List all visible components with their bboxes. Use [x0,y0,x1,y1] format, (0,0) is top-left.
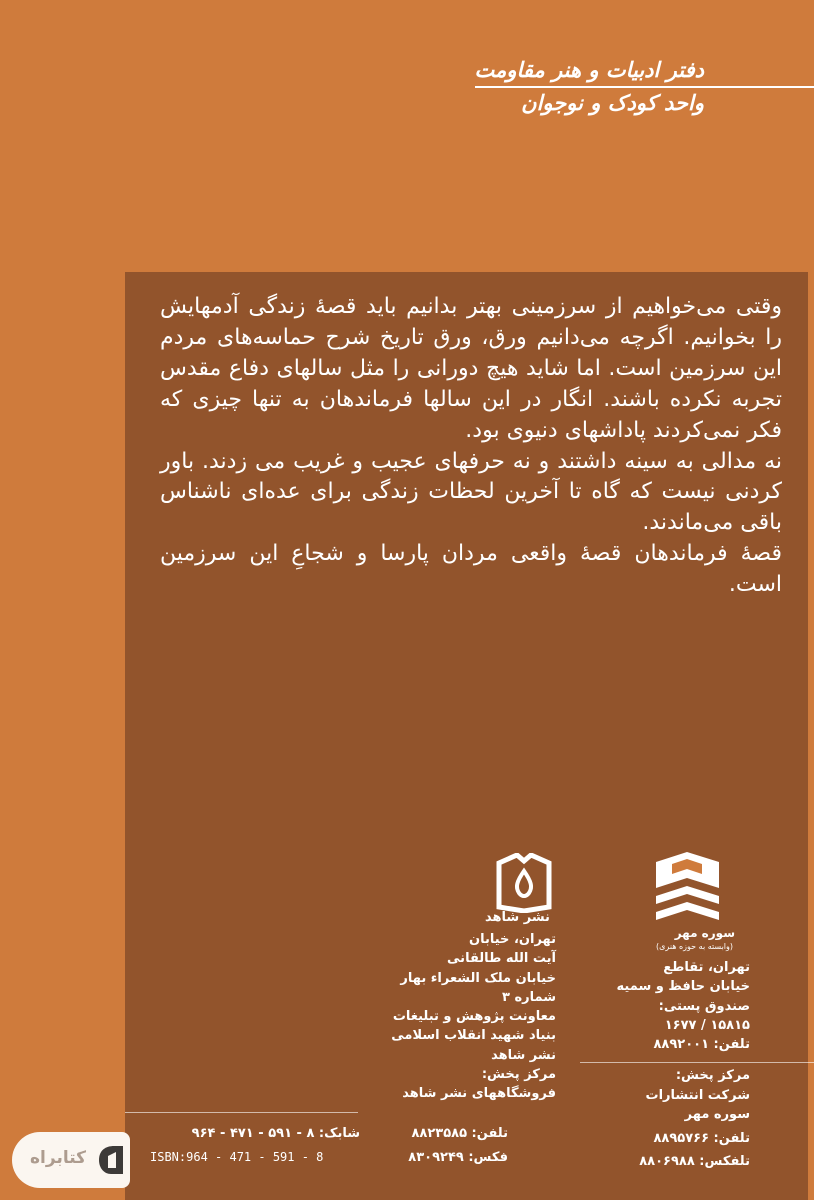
series-subtitle: واحد کودک و نوجوان [521,91,704,115]
distribution-line: شرکت انتشارات [645,1087,750,1103]
distribution-line: سوره مهر [684,1107,750,1123]
blurb-paragraph: وقتی می‌خواهیم از سرزمینی بهتر بدانیم باید قصهٔ زندگی آدمهایش را بخوانیم. اگرچه می‌دانیم ورق، ورق تاریخ شرح حماسه‌های مردم این سرزمین است. اما شاید هیچ دورانی را مثل سالهای دفاع مقدس تجربه نکرده باشند. انگار در این سالها فرماندهان به تنها چیزی که فکر نمی‌کردند پاداشهای دنیوی بود. [160,294,782,443]
soore-mehr-logo-label: سوره مهر [674,926,735,940]
isbn-number: ISBN:964 - 471 - 591 - 8 [150,1150,324,1164]
address-line: شماره ۳ [501,989,556,1005]
address-line: تهران، تقاطع [663,960,750,975]
address-line: تهران، خیابان [469,932,556,947]
address-line: صندوق پستی: [658,998,750,1014]
distribution-line: مرکز پخش: [675,1068,750,1084]
divider [125,1112,358,1113]
nashr-shahed-logo-icon [495,853,553,913]
blurb-text [160,292,782,601]
nashr-shahed-logo-label: نشر شاهد [485,910,550,925]
address-line: بنیاد شهید انقلاب اسلامی [391,1028,556,1044]
soore-mehr-telefax: تلفکس: ۸۸۰۶۹۸۸ [639,1154,750,1169]
address-line: فروشگاههای نشر شاهد [402,1086,556,1102]
soore-mehr-address [590,958,750,1124]
nashr-shahed-address [336,930,556,1104]
divider [580,1062,814,1063]
address-line: مرکز پخش: [481,1067,556,1083]
shabak-number: شابک: ۸ - ۵۹۱ - ۴۷۱ - ۹۶۴ [191,1126,360,1141]
nashr-shahed-phone: تلفن: ۸۸۲۳۵۸۵ [411,1126,508,1141]
address-line: ۱۵۸۱۵ / ۱۶۷۷ [664,1017,750,1033]
soore-mehr-phone: تلفن: ۸۸۹۵۷۶۶ [653,1131,750,1146]
address-line: تلفن: ۸۸۹۲۰۰۱ [653,1037,750,1053]
address-line: خیابان حافظ و سمیه [616,979,750,995]
ketabrah-logo-icon [96,1144,126,1176]
blurb-paragraph: قصهٔ فرماندهان قصهٔ واقعی مردان پارسا و شجاعِ این سرزمین است. [160,541,782,598]
address-line: معاونت پژوهش و تبلیغات [392,1009,556,1025]
address-line: آیت الله طالقانی [447,951,556,967]
series-title: دفتر ادبیات و هنر مقاومت [474,58,704,82]
address-line: نشر شاهد [491,1047,556,1063]
nashr-shahed-fax: فکس: ۸۳۰۹۲۴۹ [408,1150,508,1165]
header-divider [475,86,814,88]
blurb-paragraph: نه مدالی به سینه داشتند و نه حرفهای عجیب و غریب می زدند. باور کردنی نیست که گاه تا آخرین لحظات زندگی برای عده‌ای ناشناس باقی می‌ماندند. [160,448,782,536]
address-line: خیابان ملک الشعراء بهار [400,970,556,986]
soore-mehr-logo-icon [650,852,725,930]
ketabrah-watermark [12,1132,130,1188]
watermark-text: کتابراه [30,1148,87,1168]
soore-mehr-logo-sublabel: (وابسته به حوزه هنری) [656,942,733,951]
